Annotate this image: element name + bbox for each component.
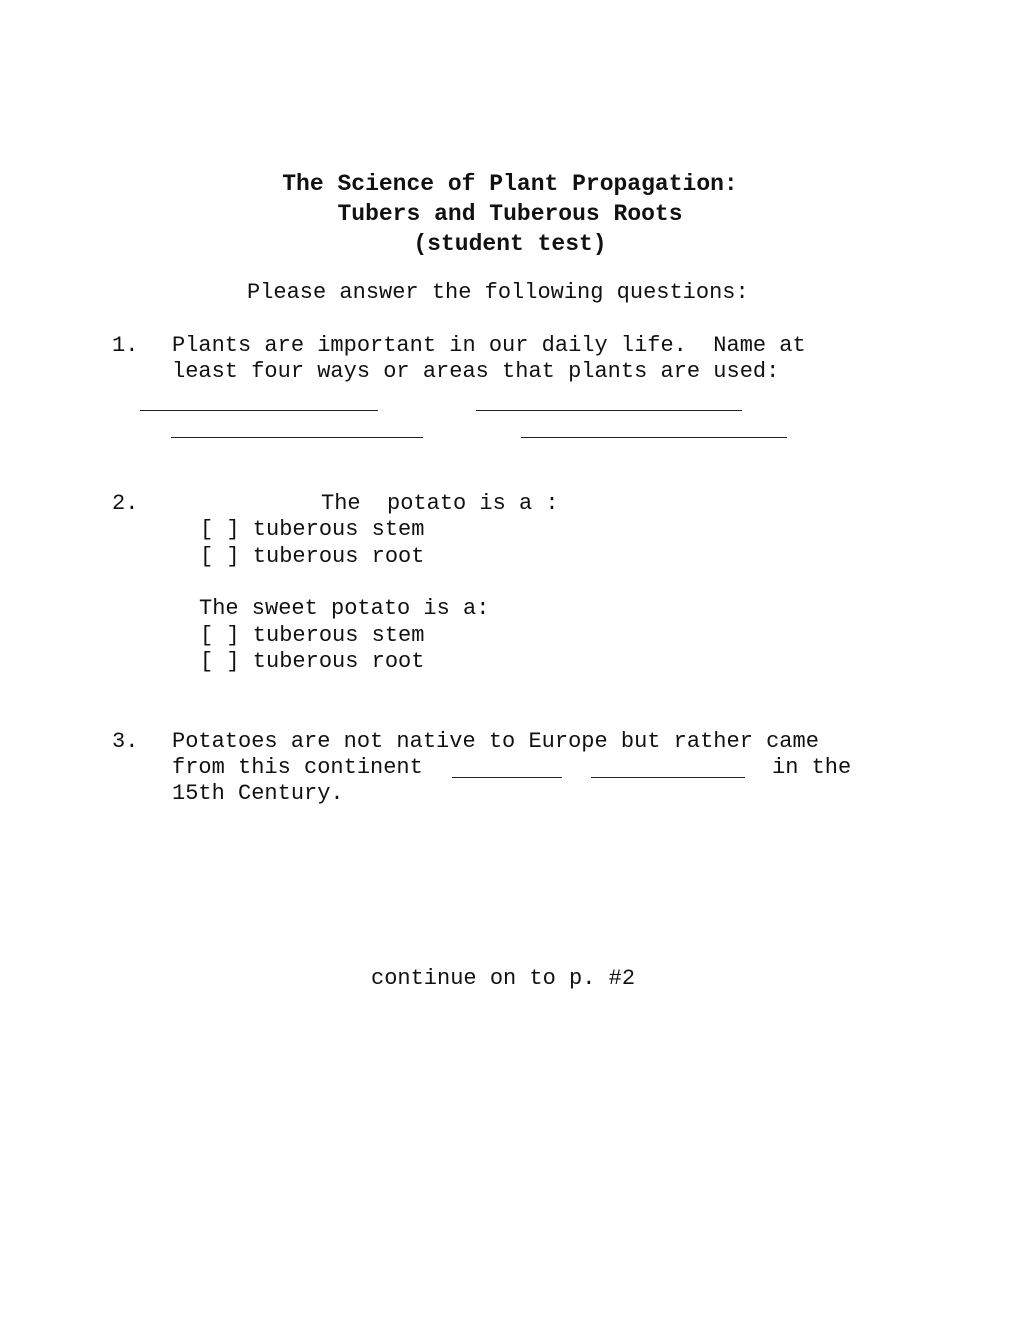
q1-text-line-1: Plants are important in our daily life. Name at	[172, 333, 806, 358]
q3-text-line-2-start: from this continent	[172, 755, 423, 780]
q1-text-line-2: least four ways or areas that plants are used:	[172, 359, 780, 384]
q1-answer-blank-2[interactable]	[476, 410, 742, 411]
q3-number: 3.	[112, 729, 139, 754]
q2-option-potato-root[interactable]: [ ] tuberous root	[200, 544, 425, 569]
title-line-1: The Science of Plant Propagation:	[282, 171, 738, 197]
q1-answer-blank-3[interactable]	[171, 437, 423, 438]
q2-option-sweet-potato-root[interactable]: [ ] tuberous root	[200, 649, 425, 674]
instructions: Please answer the following questions:	[247, 280, 749, 305]
q1-number: 1.	[112, 333, 139, 358]
q1-answer-blank-4[interactable]	[521, 437, 787, 438]
q2-prompt-potato: The potato is a :	[321, 491, 559, 516]
title-line-2: Tubers and Tuberous Roots	[337, 201, 683, 227]
footer-continue-note: continue on to p. #2	[371, 966, 636, 991]
q2-option-sweet-potato-stem[interactable]: [ ] tuberous stem	[200, 623, 425, 648]
q3-text-line-2-end: in the	[772, 755, 852, 780]
q3-answer-blank-2[interactable]	[591, 777, 745, 778]
q3-text-line-3: 15th Century.	[172, 781, 344, 806]
q2-number: 2.	[112, 491, 139, 516]
q2-option-potato-stem[interactable]: [ ] tuberous stem	[200, 517, 425, 542]
q3-answer-blank-1[interactable]	[452, 777, 562, 778]
q3-text-line-1: Potatoes are not native to Europe but rather came	[172, 729, 819, 754]
title-line-3: (student test)	[413, 231, 607, 257]
q1-answer-blank-1[interactable]	[140, 410, 378, 411]
q2-prompt-sweet-potato: The sweet potato is a:	[199, 596, 490, 621]
